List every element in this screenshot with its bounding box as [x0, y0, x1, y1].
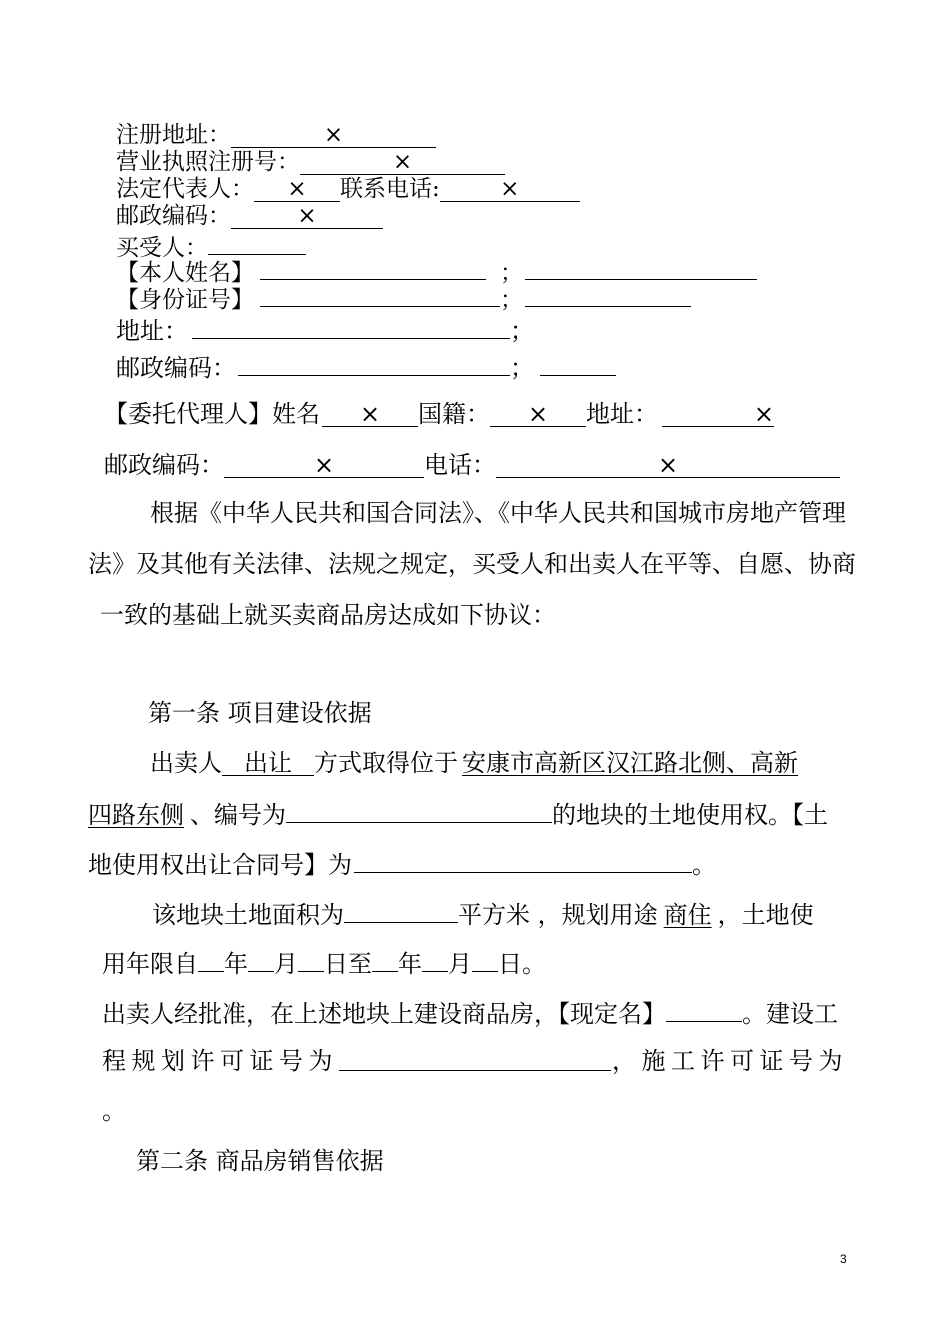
seller-postcode-label: 邮政编码： [116, 203, 231, 229]
article-1-location-value-2: 四路东侧 [88, 801, 184, 829]
agent-address-value: × [662, 402, 774, 427]
article-1-line-1 [150, 748, 798, 778]
buyer-address-sep: ； [510, 317, 534, 345]
buyer-name-value-2 [525, 255, 757, 280]
buyer-value [208, 230, 306, 255]
buyer-postcode-label: 邮政编码： [116, 354, 236, 382]
article-1-line-7 [102, 1046, 848, 1076]
agent-line [104, 399, 774, 429]
seller-phone-label: 联系电话: [340, 176, 440, 202]
seller-reg-address-value: × [231, 123, 436, 148]
article-1-line-5 [102, 947, 546, 977]
article-1-day-to: 日至 [324, 950, 372, 978]
article-1-name-text: 出卖人经批准，在上述地块上建设商品房，【现定名】 [102, 1000, 666, 1028]
article-1-use-text: 平方米 ，规划用途 [458, 901, 658, 929]
buyer-postcode-sep: ； [510, 354, 534, 382]
article-1-day-end: 日。 [498, 950, 546, 978]
preamble-line-2: 法》及其他有关法律、法规之规定，买受人和出卖人在平等、自愿、协商 [88, 550, 856, 578]
page-number: 3 [840, 1252, 847, 1266]
article-1-start-month [248, 947, 274, 972]
agent-nationality-label: 国籍： [418, 400, 490, 428]
article-1-title: 第一条 项目建设依据 [148, 699, 372, 727]
article-1-end-month [422, 947, 448, 972]
buyer-postcode-value-2 [540, 351, 616, 376]
article-1-number-text: 、编号为 [190, 801, 286, 829]
preamble-line-3: 一致的基础上就买卖商品房达成如下协议： [100, 601, 556, 629]
buyer-address-line [116, 314, 534, 344]
article-1-land-right-text: 的地块的土地使用权。【土 [552, 801, 828, 829]
article-1-year-unit-2: 年 [398, 950, 422, 978]
seller-license-line [116, 149, 505, 176]
article-1-term-from: 用年限自 [102, 950, 198, 978]
buyer-name-label: 【本人姓名】 [116, 260, 254, 286]
article-1-line-8: 。 [102, 1097, 126, 1125]
article-1-year-unit: 年 [224, 950, 248, 978]
buyer-postcode-value-1 [238, 351, 510, 376]
seller-legal-rep-line [116, 176, 580, 203]
article-1-seller-text: 出卖人 [150, 749, 222, 777]
article-1-use-value: 商住 [663, 901, 712, 929]
article-1-area-text: 该地块土地面积为 [152, 901, 344, 929]
seller-reg-address-line [116, 122, 436, 149]
agent-postcode-label: 邮政编码： [104, 451, 224, 479]
buyer-address-label: 地址： [116, 317, 188, 345]
article-1-area-value [344, 898, 458, 923]
agent-name-value: × [322, 402, 418, 427]
buyer-name-sep: ； [500, 260, 523, 286]
article-1-month-unit-2: 月 [448, 950, 472, 978]
buyer-id-value-2 [525, 282, 691, 307]
agent-postcode-line [104, 450, 840, 480]
seller-reg-address-label: 注册地址： [116, 122, 231, 148]
buyer-id-sep: ； [500, 287, 523, 313]
buyer-id-value-1 [260, 282, 500, 307]
buyer-id-label: 【身份证号】 [116, 287, 254, 313]
article-1-line-4 [152, 898, 814, 928]
buyer-line [116, 230, 306, 261]
article-1-contract-text: 地使用权出让合同号】为 [88, 851, 352, 879]
article-1-location-value-1: 安康市高新区汉江路北侧、高新 [462, 749, 798, 777]
article-1-name-value [666, 997, 742, 1022]
article-1-line-3 [88, 848, 716, 878]
article-1-planning-permit-value [339, 1046, 611, 1071]
article-1-located-text: 方式取得位于 [314, 749, 458, 777]
seller-phone-value: × [440, 177, 580, 202]
agent-phone-label: 电话： [424, 451, 496, 479]
article-1-month-unit: 月 [274, 950, 298, 978]
article-1-start-day [298, 947, 324, 972]
agent-label: 【委托代理人】姓名 [104, 400, 320, 428]
agent-address-label: 地址： [586, 400, 658, 428]
article-1-contract-value [354, 848, 692, 873]
buyer-label: 买受人： [116, 235, 208, 261]
seller-postcode-line [116, 203, 383, 230]
article-1-end-year [372, 947, 398, 972]
buyer-name-value-1 [260, 255, 486, 280]
article-1-contract-end: 。 [692, 851, 716, 879]
preamble-line-1: 根据《中华人民共和国合同法》、《中华人民共和国城市房地产管理 [150, 499, 846, 527]
article-1-number-value [286, 798, 552, 823]
buyer-id-line [116, 282, 691, 313]
buyer-name-line [116, 255, 757, 286]
article-1-end-day [472, 947, 498, 972]
seller-legal-rep-label: 法定代表人： [116, 176, 254, 202]
article-1-planning-text: 。建设工 [742, 1000, 838, 1028]
buyer-postcode-line [116, 351, 616, 381]
article-1-planning-permit-text: 程规划许可证号为 [102, 1047, 338, 1075]
seller-license-value: × [300, 150, 505, 175]
article-1-line-6 [102, 997, 838, 1027]
article-1-construction-permit-text: ，施工许可证号为 [612, 1047, 848, 1075]
agent-postcode-value: × [224, 453, 424, 478]
seller-postcode-value: × [231, 204, 383, 229]
article-2-title: 第二条 商品房销售依据 [136, 1147, 384, 1175]
article-1-term-text: ，土地使 [717, 901, 814, 929]
buyer-address-value [192, 314, 510, 339]
agent-nationality-value: × [490, 402, 586, 427]
agent-phone-value: × [496, 453, 840, 478]
seller-legal-rep-value: × [254, 177, 340, 202]
article-1-line-2 [88, 798, 828, 828]
seller-license-label: 营业执照注册号： [116, 149, 300, 175]
article-1-method-value: 出让 [222, 751, 314, 776]
article-1-start-year [198, 947, 224, 972]
